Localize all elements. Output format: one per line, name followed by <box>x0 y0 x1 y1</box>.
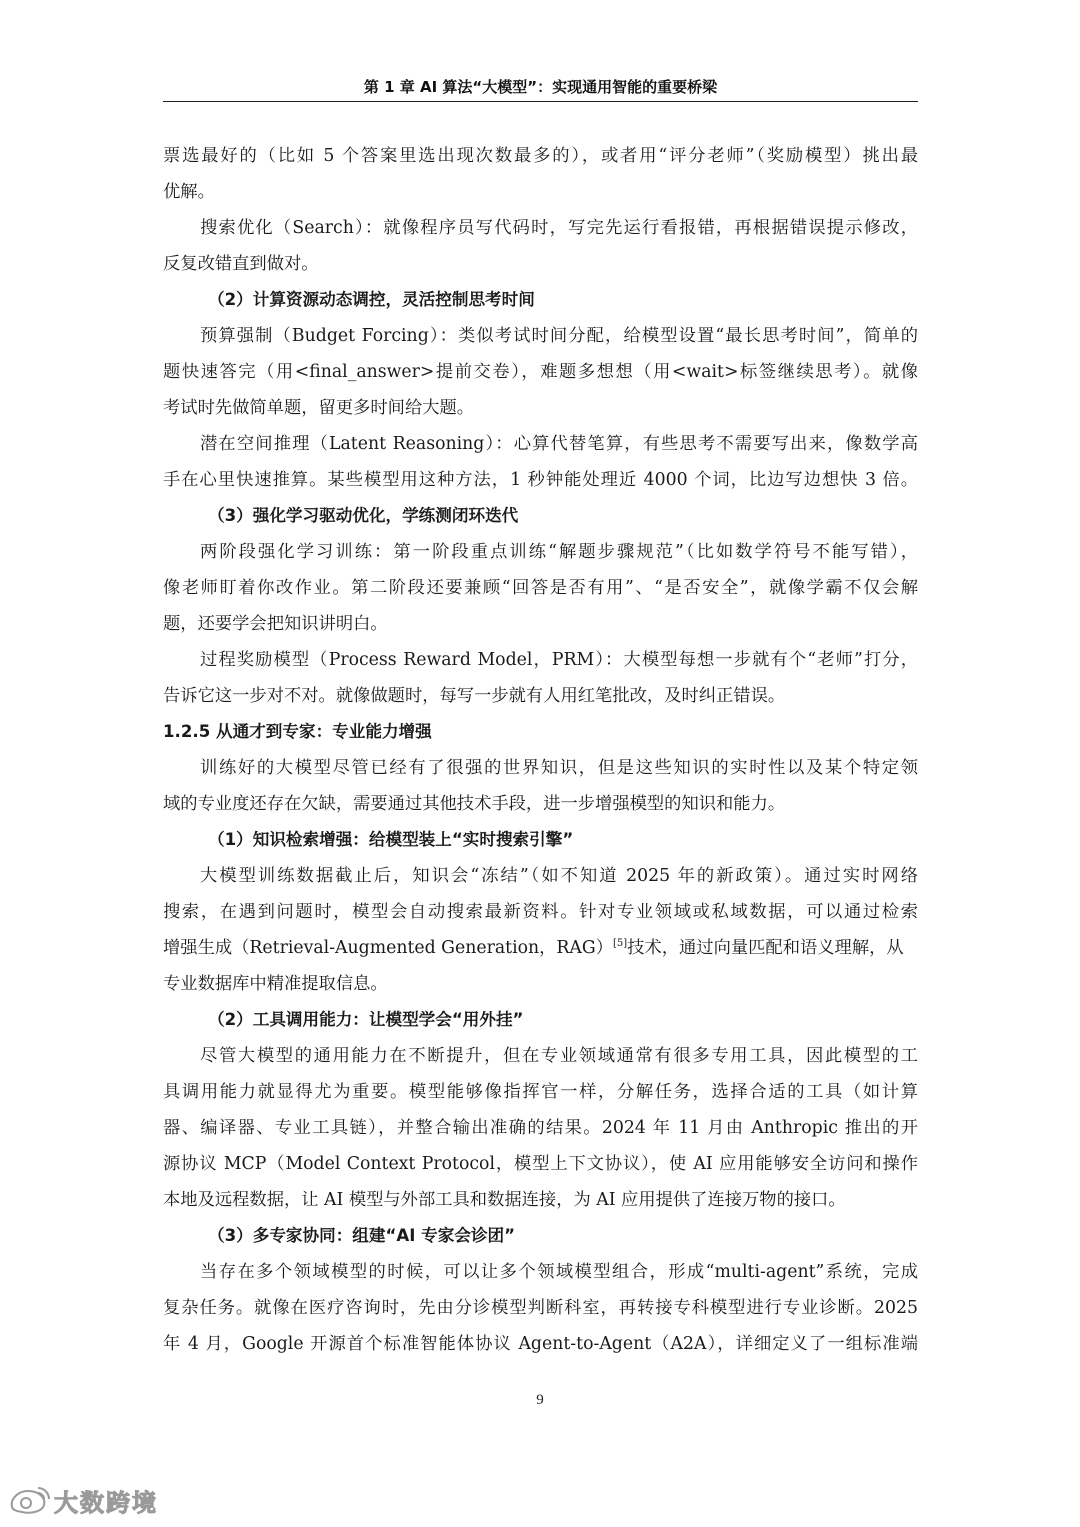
paragraph-line: 具调用能力就显得尤为重要。模型能够像指挥官一样，分解任务，选择合适的工具（如计算 <box>163 1082 918 1102</box>
header-rule <box>163 101 918 102</box>
paragraph-line: 像老师盯着你改作业。第二阶段还要兼顾“回答是否有用”、“是否安全”，就像学霸不仅会解 <box>163 578 918 598</box>
paragraph-line: 反复改错直到做对。 <box>163 254 319 274</box>
paragraph-line: 训练好的大模型尽管已经有了很强的世界知识，但是这些知识的实时性以及某个特定领 <box>200 758 918 778</box>
paragraph-line: 题快速答完（用<final_answer>提前交卷），难题多想想（用<wait>标签继续思考）。就像 <box>163 362 918 382</box>
paragraph-line: 告诉它这一步对不对。就像做题时，每写一步就有人用红笔批改，及时纠正错误。 <box>163 686 786 706</box>
paragraph-line: 大模型训练数据截止后，知识会“冻结”（如不知道 2025 年的新政策）。通过实时网络 <box>200 866 918 886</box>
paragraph-line: 优解。 <box>163 182 215 202</box>
subsection-heading: （3）强化学习驱动优化，学练测闭环迭代 <box>208 506 519 525</box>
watermark-text: 大数跨境 <box>54 1488 158 1517</box>
section-heading: 1.2.5 从通才到专家：专业能力增强 <box>163 722 432 741</box>
paragraph-line: 本地及远程数据，让 AI 模型与外部工具和数据连接，为 AI 应用提供了连接万物的接口。 <box>163 1190 846 1210</box>
running-header: 第 1 章 AI 算法“大模型”：实现通用智能的重要桥梁 <box>363 78 718 96</box>
paragraph-line: 搜索，在遇到问题时，模型会自动搜索最新资料。针对专业领域或私域数据，可以通过检索 <box>163 902 918 922</box>
paragraph-line: 过程奖励模型（Process Reward Model，PRM）：大模型每想一步就有个“老师”打分， <box>200 650 918 670</box>
paragraph-line: 专业数据库中精准提取信息。 <box>163 974 388 994</box>
paragraph-line: 当存在多个领域模型的时候，可以让多个领域模型组合，形成“multi-agent”系统，完成 <box>200 1262 918 1282</box>
paragraph-line: 器、编译器、专业工具链），并整合输出准确的结果。2024 年 11 月由 Anthropic 推出的开 <box>163 1118 918 1138</box>
subsection-heading: （2）计算资源动态调控，灵活控制思考时间 <box>208 290 535 309</box>
page-number: 9 <box>536 1392 544 1408</box>
paragraph-line: 两阶段强化学习训练：第一阶段重点训练“解题步骤规范”（比如数学符号不能写错）， <box>200 542 918 562</box>
paragraph-line: 题，还要学会把知识讲明白。 <box>163 614 388 634</box>
paragraph-line: 域的专业度还存在欠缺，需要通过其他技术手段，进一步增强模型的知识和能力。 <box>163 794 786 814</box>
paragraph-line: 源协议 MCP（Model Context Protocol，模型上下文协议），使 AI 应用能够安全访问和操作 <box>163 1154 918 1174</box>
paragraph-line: 尽管大模型的通用能力在不断提升，但在专业领域通常有很多专用工具，因此模型的工 <box>200 1046 918 1066</box>
weibo-style-logo-icon <box>8 1485 52 1515</box>
paragraph-line <box>163 930 918 966</box>
paragraph-line: 考试时先做简单题，留更多时间给大题。 <box>163 398 475 418</box>
paragraph-line: 手在心里快速推算。某些模型用这种方法，1 秒钟能处理近 4000 个词，比边写边想快 3 倍。 <box>163 470 918 490</box>
paragraph-line: 潜在空间推理（Latent Reasoning）：心算代替笔算，有些思考不需要写出来，像数学高 <box>200 434 918 454</box>
watermark <box>8 1480 158 1520</box>
subsection-heading: （3）多专家协同：组建“AI 专家会诊团” <box>208 1226 516 1245</box>
paragraph-line: 搜索优化（Search）：就像程序员写代码时，写完先运行看报错，再根据错误提示修改， <box>200 218 918 238</box>
paragraph-text: 增强生成（Retrieval-Augmented Generation，RAG） <box>163 938 613 958</box>
subsection-heading: （1）知识检索增强：给模型装上“实时搜索引擎” <box>208 830 574 849</box>
paragraph-text: 技术，通过向量匹配和语义理解，从 <box>627 938 904 958</box>
citation-ref: [5] <box>613 938 628 950</box>
paragraph-line: 复杂任务。就像在医疗咨询时，先由分诊模型判断科室，再转接专科模型进行专业诊断。2025 <box>163 1298 918 1318</box>
paragraph-line: 年 4 月，Google 开源首个标准智能体协议 Agent-to-Agent（A2A），详细定义了一组标准端 <box>163 1334 918 1354</box>
subsection-heading: （2）工具调用能力：让模型学会“用外挂” <box>208 1010 524 1029</box>
paragraph-line: 票选最好的（比如 5 个答案里选出现次数最多的），或者用“评分老师”（奖励模型）挑出最 <box>163 146 918 166</box>
paragraph-line: 预算强制（Budget Forcing）：类似考试时间分配，给模型设置“最长思考时间”，简单的 <box>200 326 918 346</box>
